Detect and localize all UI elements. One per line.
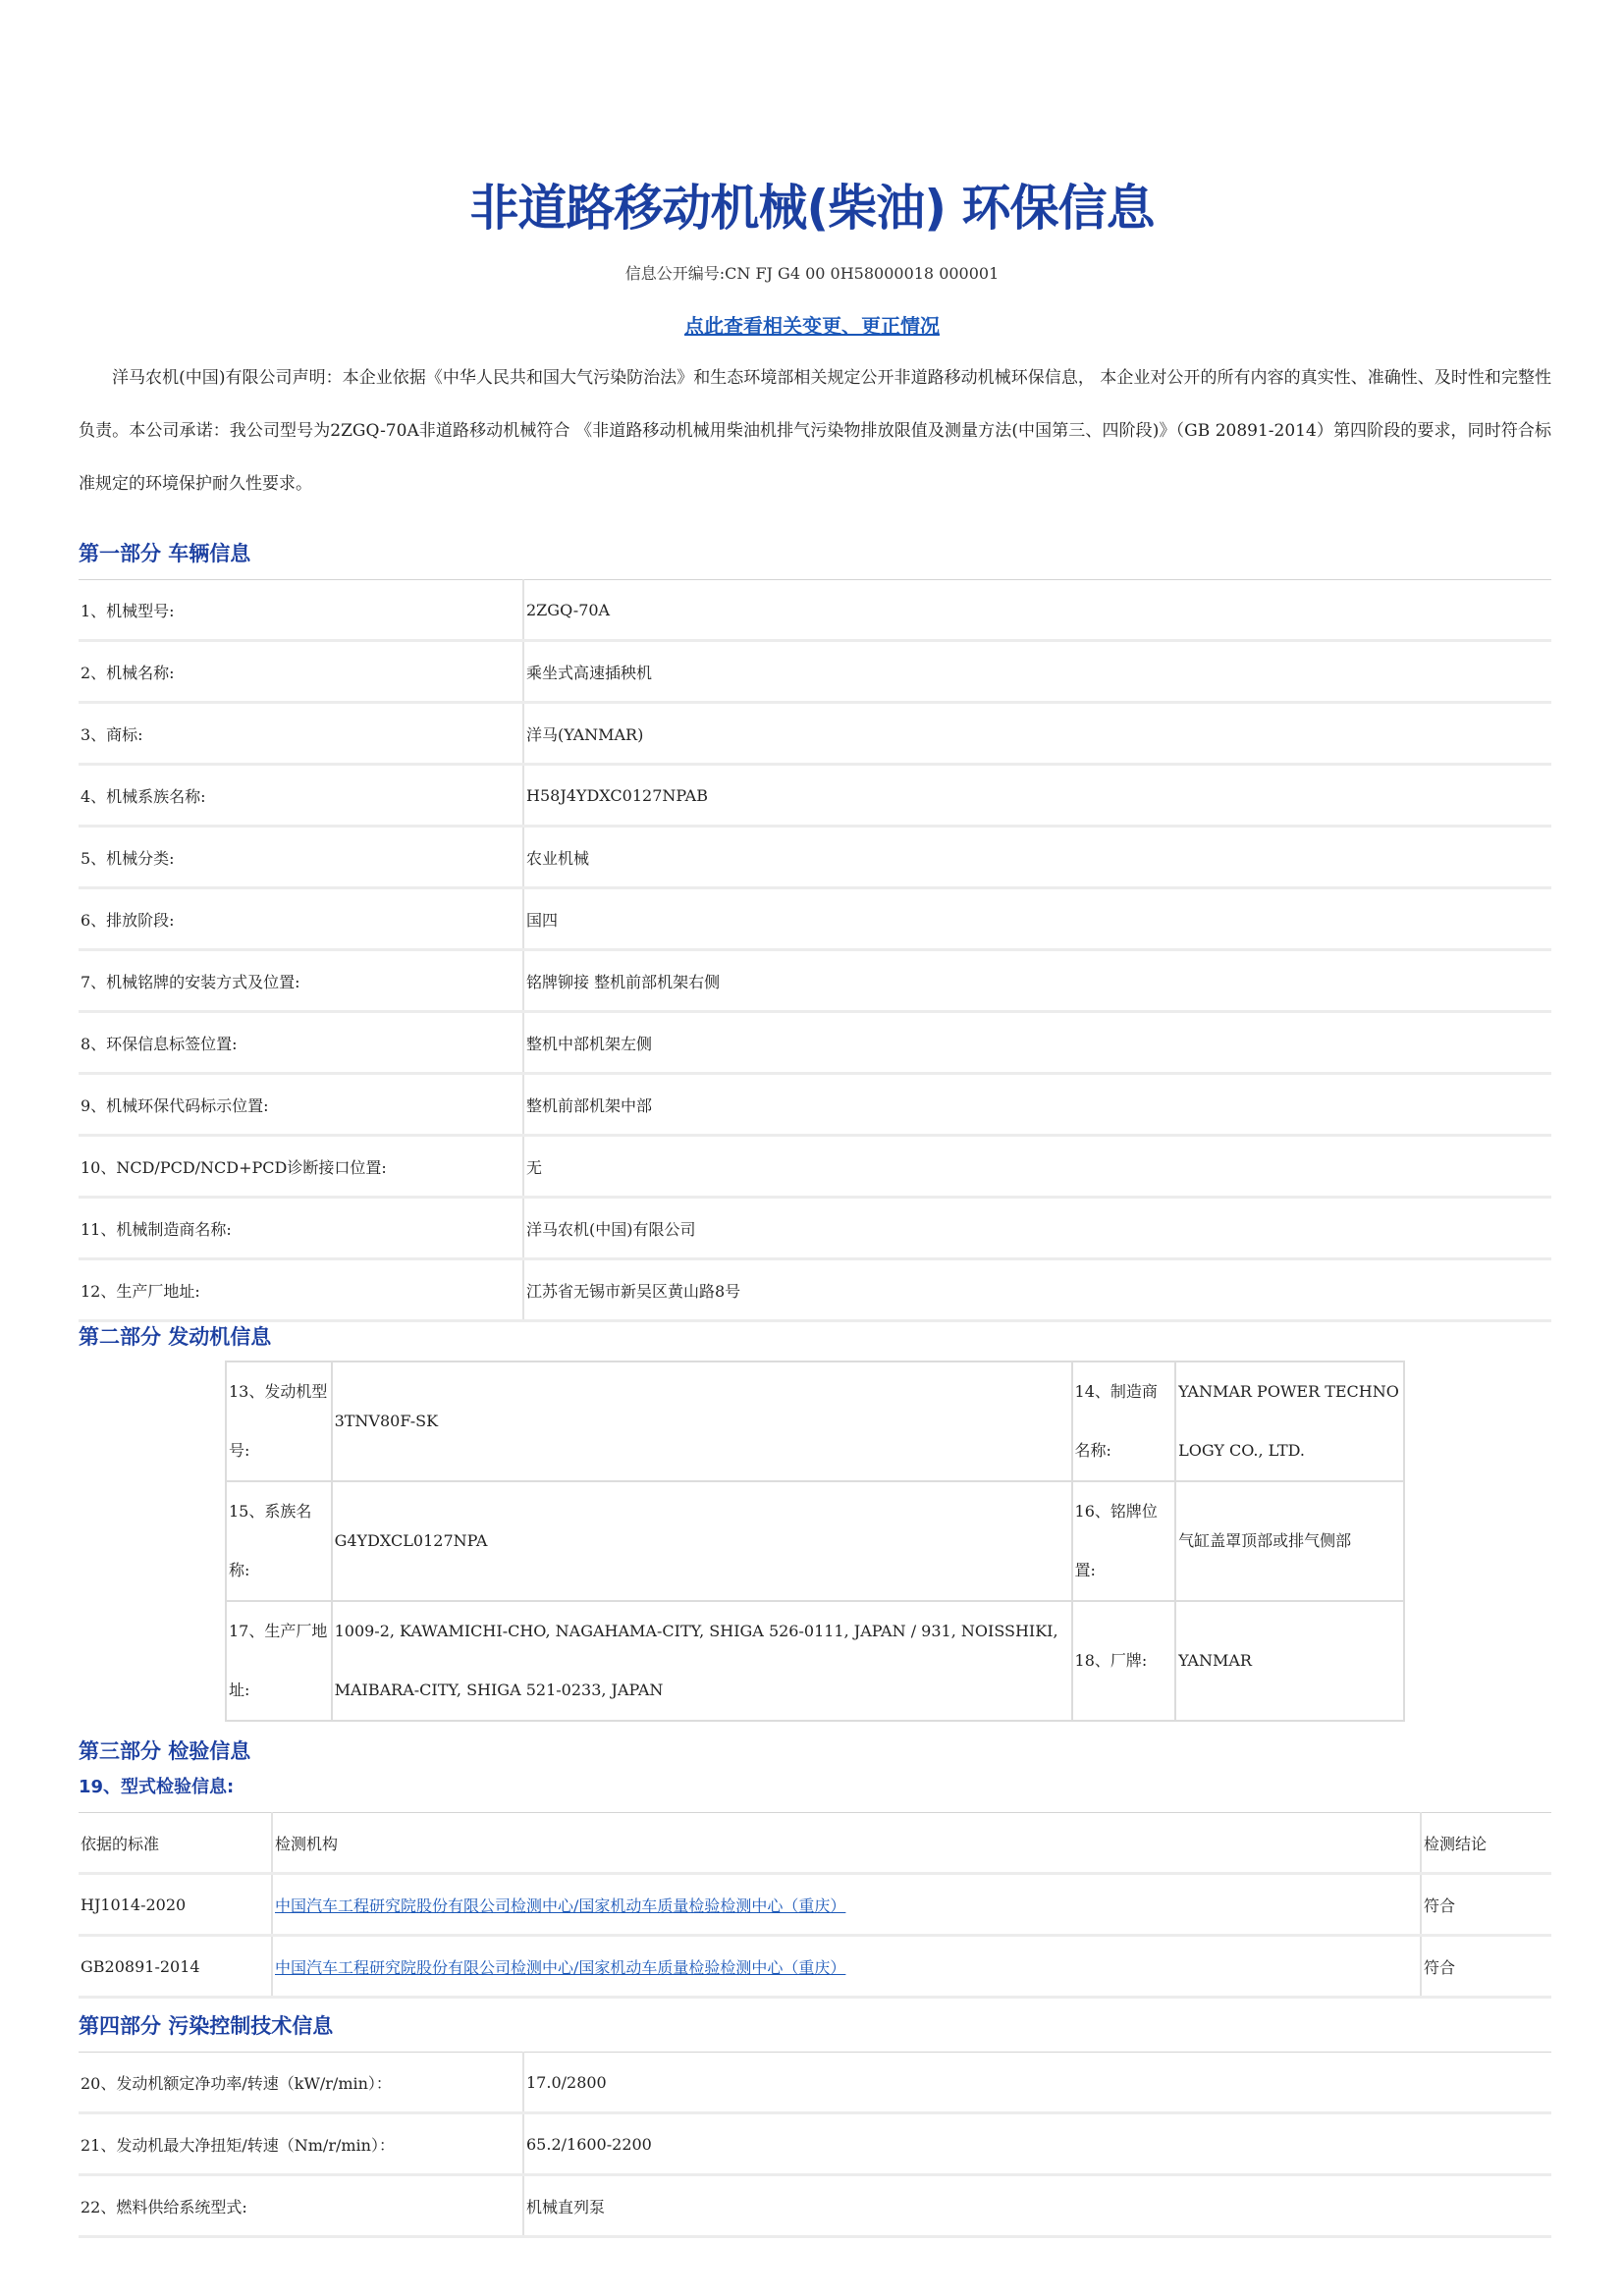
table-row	[79, 580, 1551, 641]
field-label: 3、商标:	[79, 703, 523, 765]
result-cell: 符合	[1421, 1936, 1551, 1998]
type-inspection-subtitle: 19、型式检验信息:	[79, 1777, 235, 1797]
standard-cell: HJ1014-2020	[79, 1874, 272, 1936]
field-label: 22、燃料供给系统型式:	[79, 2175, 523, 2237]
field-value: 17.0/2800	[523, 2053, 1551, 2113]
table-row	[226, 1362, 1404, 1481]
field-label: 2、机械名称:	[79, 641, 523, 703]
field-label: 5、机械分类:	[79, 827, 523, 888]
field-label: 21、发动机最大净扭矩/转速（Nm/r/min）：	[79, 2113, 523, 2175]
field-value: 整机前部机架中部	[523, 1074, 1551, 1136]
field-value: 洋马农机(中国)有限公司	[523, 1198, 1551, 1259]
table-row	[79, 950, 1551, 1012]
table-row	[79, 1259, 1551, 1321]
page-title: 非道路移动机械(柴油) 环保信息	[469, 180, 1155, 237]
table-row	[79, 1074, 1551, 1136]
standard-cell: GB20891-2014	[79, 1936, 272, 1998]
field-label: 15、系族名称:	[226, 1481, 332, 1601]
column-header-result: 检测结论	[1421, 1813, 1551, 1874]
field-value: 2ZGQ-70A	[523, 580, 1551, 641]
table-row	[79, 1874, 1551, 1936]
section-title-engine: 第二部分 发动机信息	[79, 1325, 272, 1349]
field-value: 洋马(YANMAR)	[523, 703, 1551, 765]
table-row	[79, 1198, 1551, 1259]
field-label: 6、排放阶段:	[79, 888, 523, 950]
section-title-vehicle: 第一部分 车辆信息	[79, 542, 251, 565]
table-row	[79, 2175, 1551, 2237]
field-label: 9、机械环保代码标示位置:	[79, 1074, 523, 1136]
table-row	[79, 703, 1551, 765]
field-value: 乘坐式高速插秧机	[523, 641, 1551, 703]
field-value: 气缸盖罩顶部或排气侧部	[1175, 1481, 1404, 1601]
table-row	[79, 765, 1551, 827]
field-label: 11、机械制造商名称:	[79, 1198, 523, 1259]
field-label: 20、发动机额定净功率/转速（kW/r/min）：	[79, 2053, 523, 2113]
field-label: 12、生产厂地址:	[79, 1259, 523, 1321]
field-label: 10、NCD/PCD/NCD+PCD诊断接口位置:	[79, 1136, 523, 1198]
field-label: 1、机械型号:	[79, 580, 523, 641]
field-value: 国四	[523, 888, 1551, 950]
table-row	[79, 641, 1551, 703]
field-value: 铭牌铆接 整机前部机架右侧	[523, 950, 1551, 1012]
result-cell: 符合	[1421, 1874, 1551, 1936]
vehicle-info-table	[79, 579, 1551, 1322]
field-value: H58J4YDXC0127NPAB	[523, 765, 1551, 827]
field-label: 16、铭牌位置:	[1072, 1481, 1176, 1601]
section-title-pollution-control: 第四部分 污染控制技术信息	[79, 2014, 334, 2038]
agency-cell	[272, 1936, 1421, 1998]
table-row	[79, 1936, 1551, 1998]
field-label: 17、生产厂地址:	[226, 1601, 332, 1721]
table-row	[79, 2113, 1551, 2175]
agency-cell	[272, 1874, 1421, 1936]
agency-link[interactable]: 中国汽车工程研究院股份有限公司检测中心/国家机动车质量检验检测中心（重庆）	[275, 1896, 846, 1915]
field-value: 无	[523, 1136, 1551, 1198]
column-header-agency: 检测机构	[272, 1813, 1421, 1874]
field-label: 18、厂牌:	[1072, 1601, 1176, 1721]
field-value: 机械直列泵	[523, 2175, 1551, 2237]
table-row	[79, 2053, 1551, 2113]
field-label: 8、环保信息标签位置:	[79, 1012, 523, 1074]
change-history-link[interactable]: 点此查看相关变更、更正情况	[684, 314, 940, 338]
field-value: 农业机械	[523, 827, 1551, 888]
table-row	[226, 1481, 1404, 1601]
field-value: 65.2/1600-2200	[523, 2113, 1551, 2175]
engine-info-table	[225, 1361, 1405, 1722]
field-value: 1009-2, KAWAMICHI-CHO, NAGAHAMA-CITY, SHIGA 526-0111, JAPAN / 931, NOISSHIKI, MAIBARA-CITY, SHIGA 521-0233, JAPAN	[332, 1601, 1072, 1721]
company-declaration: 洋马农机(中国)有限公司声明：本企业依据《中华人民共和国大气污染防治法》和生态环境部相关规定公开非道路移动机械环保信息， 本企业对公开的所有内容的真实性、准确性、及时性和完整性负责。本公司承诺：我公司型号为2ZGQ-70A非道路移动机械符合 《非道路移动机械用柴油机排气污染物排放限值及测量方法(中国第三、四阶段)》（GB 20891-2014）第四阶段的要求，同时符合标准规定的环境保护耐久性要求。	[79, 368, 1551, 494]
table-row	[79, 1012, 1551, 1074]
field-value: YANMAR POWER TECHNOLOGY CO., LTD.	[1175, 1362, 1404, 1481]
column-header-standard: 依据的标准	[79, 1813, 272, 1874]
table-row	[79, 1136, 1551, 1198]
table-header-row	[79, 1813, 1551, 1874]
field-value: 江苏省无锡市新吴区黄山路8号	[523, 1259, 1551, 1321]
table-row	[79, 827, 1551, 888]
field-value: 3TNV80F-SK	[332, 1362, 1072, 1481]
field-value: YANMAR	[1175, 1601, 1404, 1721]
field-label: 4、机械系族名称:	[79, 765, 523, 827]
agency-link[interactable]: 中国汽车工程研究院股份有限公司检测中心/国家机动车质量检验检测中心（重庆）	[275, 1957, 846, 1977]
inspection-table	[79, 1812, 1551, 1999]
field-label: 7、机械铭牌的安装方式及位置:	[79, 950, 523, 1012]
table-row	[79, 888, 1551, 950]
field-label: 13、发动机型号:	[226, 1362, 332, 1481]
section-title-inspection: 第三部分 检验信息	[79, 1739, 251, 1763]
table-row	[226, 1601, 1404, 1721]
disclosure-number: 信息公开编号:CN FJ G4 00 0H58000018 000001	[624, 264, 1000, 283]
field-label: 14、制造商名称:	[1072, 1362, 1176, 1481]
field-value: 整机中部机架左侧	[523, 1012, 1551, 1074]
pollution-control-table	[79, 2052, 1551, 2238]
field-value: G4YDXCL0127NPA	[332, 1481, 1072, 1601]
